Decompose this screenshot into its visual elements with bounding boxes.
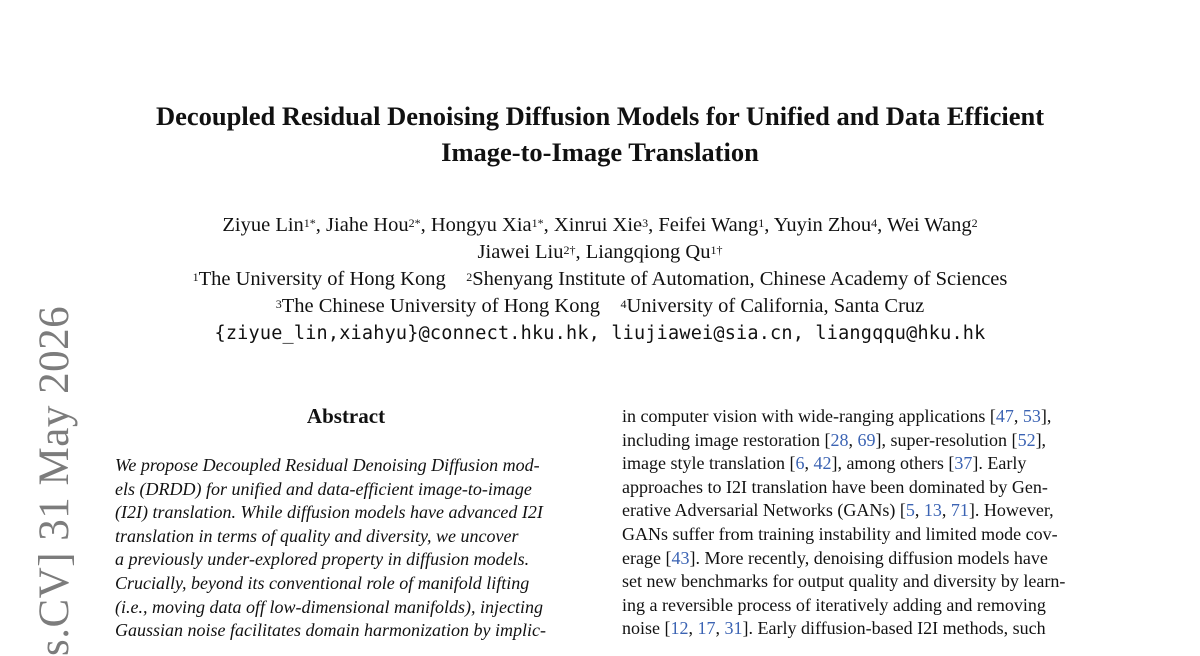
abstract-line: els (DRDD) for unified and data-efficient image-to-image bbox=[115, 478, 532, 499]
abstract-body bbox=[115, 454, 579, 643]
citation-link[interactable]: 69 bbox=[857, 429, 876, 450]
citation-link[interactable]: 12 bbox=[670, 618, 689, 639]
affiliation: Shenyang Institute of Automation, Chinese Academy of Sciences bbox=[472, 268, 1008, 290]
citation-link[interactable]: 28 bbox=[830, 429, 849, 450]
intro-text: ], bbox=[1035, 429, 1047, 450]
abstract-line: We propose Decoupled Residual Denoising Diffusion mod- bbox=[115, 455, 540, 475]
abstract-line: (i.e., moving data off low-dimensional manifolds), injecting bbox=[115, 596, 543, 617]
intro-text: ], super-resolution [ bbox=[875, 429, 1018, 450]
title-line-1: Decoupled Residual Denoising Diffusion Models for Unified and Data Efficient bbox=[155, 101, 1045, 131]
intro-text: noise [ bbox=[622, 618, 671, 639]
abstract-line: Gaussian noise facilitates domain harmonization by implic- bbox=[115, 620, 546, 641]
intro-text: , bbox=[804, 453, 814, 474]
arxiv-identifier-stamp: s.CV] 31 May 2026 bbox=[31, 305, 78, 656]
intro-text: GANs suffer from training instability and limited mode cov- bbox=[622, 523, 1058, 544]
paper-title bbox=[0, 98, 1200, 170]
intro-line bbox=[622, 617, 1086, 641]
intro-line bbox=[622, 405, 1086, 429]
abstract-line: a previously under-explored property in diffusion models. bbox=[115, 549, 530, 570]
intro-text: , bbox=[688, 618, 698, 639]
author: Hongyu Xia bbox=[430, 214, 532, 236]
intro-text: , bbox=[914, 500, 924, 521]
intro-text: approaches to I2I translation have been dominated by Gen- bbox=[622, 476, 1048, 497]
intro-text: ], bbox=[1040, 406, 1052, 426]
intro-text: , bbox=[715, 618, 725, 639]
author: Ziyue Lin bbox=[222, 214, 304, 236]
intro-line bbox=[622, 570, 1086, 594]
intro-text: ]. More recently, denoising diffusion models have bbox=[689, 547, 1048, 568]
author-block bbox=[0, 212, 1200, 347]
intro-text: ing a reversible process of iteratively adding and removing bbox=[622, 594, 1046, 615]
citation-link[interactable]: 53 bbox=[1022, 406, 1041, 426]
citation-link[interactable]: 6 bbox=[795, 453, 805, 474]
author: Feifei Wang bbox=[658, 214, 759, 236]
affiliation: The Chinese University of Hong Kong bbox=[281, 295, 600, 317]
intro-line bbox=[622, 476, 1086, 500]
intro-line bbox=[622, 547, 1086, 571]
intro-text: erative Adversarial Networks (GANs) [ bbox=[622, 500, 906, 521]
email-line: {ziyue_lin,xiahyu}@connect.hku.hk, liujiawei@sia.cn, liangqqu@hku.hk bbox=[214, 323, 986, 344]
abstract-line: translation in terms of quality and diversity, we uncover bbox=[115, 525, 519, 546]
intro-text: , bbox=[941, 500, 951, 521]
author: Yuyin Zhou bbox=[773, 214, 872, 236]
citation-link[interactable]: 37 bbox=[954, 453, 973, 474]
intro-line bbox=[622, 523, 1086, 547]
introduction-body bbox=[622, 405, 1086, 641]
affiliation-line-2: $^3$The Chinese University of Hong Kong $^4$University of California, Santa Cruz bbox=[275, 295, 925, 317]
citation-link[interactable]: 71 bbox=[950, 500, 969, 521]
abstract-heading: Abstract bbox=[306, 404, 386, 428]
author: Liangqiong Qu bbox=[585, 241, 711, 263]
intro-text: ], among others [ bbox=[831, 453, 955, 474]
affiliation: The University of Hong Kong bbox=[198, 268, 446, 290]
citation-link[interactable]: 17 bbox=[697, 618, 716, 639]
author: Jiahe Hou bbox=[326, 214, 409, 236]
intro-text: in computer vision with wide-ranging applications [ bbox=[622, 406, 996, 426]
intro-line bbox=[622, 452, 1086, 476]
citation-link[interactable]: 43 bbox=[671, 547, 690, 568]
intro-text: set new benchmarks for output quality and diversity by learn- bbox=[622, 571, 1066, 592]
citation-link[interactable]: 5 bbox=[905, 500, 915, 521]
citation-link[interactable]: 42 bbox=[813, 453, 832, 474]
citation-link[interactable]: 13 bbox=[923, 500, 942, 521]
intro-text: ]. However, bbox=[968, 500, 1054, 521]
author: Jiawei Liu bbox=[477, 241, 564, 263]
intro-line bbox=[622, 594, 1086, 618]
citation-link[interactable]: 31 bbox=[724, 618, 743, 639]
title-line-2: Image-to-Image Translation bbox=[441, 137, 759, 167]
intro-text: image style translation [ bbox=[622, 453, 796, 474]
abstract-line: (I2I) translation. While diffusion models have advanced I2I bbox=[115, 502, 543, 523]
citation-link[interactable]: 47 bbox=[995, 406, 1014, 426]
affiliation-line-1: $^1$The University of Hong Kong $^2$Shenyang Institute of Automation, Chinese Academy of Sciences bbox=[192, 268, 1008, 290]
intro-line bbox=[622, 429, 1086, 453]
affiliation: University of California, Santa Cruz bbox=[626, 295, 925, 317]
intro-text: , bbox=[1013, 406, 1023, 426]
intro-text: including image restoration [ bbox=[622, 429, 831, 450]
author-line-2: Jiawei Liu$^{2\dagger}$, Liangqiong $Qu^{1\dagger}$ bbox=[477, 241, 723, 263]
author: Wei Wang bbox=[887, 214, 972, 236]
intro-text: ]. Early diffusion-based I2I methods, such bbox=[742, 618, 1046, 639]
intro-text: erage [ bbox=[622, 547, 672, 568]
intro-text: , bbox=[848, 429, 858, 450]
author: Xinrui Xie bbox=[553, 214, 643, 236]
abstract-line: Crucially, beyond its conventional role of manifold lifting bbox=[115, 572, 530, 593]
intro-line bbox=[622, 499, 1086, 523]
citation-link[interactable]: 52 bbox=[1017, 429, 1036, 450]
author-line-1: Ziyue Lin$^{1*}$, Jiahe Hou$^{2*}$, Hongyu Xia$^{1*}$, Xinrui Xie$^3$, Feifei Wang$^1$, Yuyin Zhou$^4$, Wei Wang$^2$ bbox=[222, 214, 978, 236]
intro-text: ]. Early bbox=[972, 453, 1027, 474]
